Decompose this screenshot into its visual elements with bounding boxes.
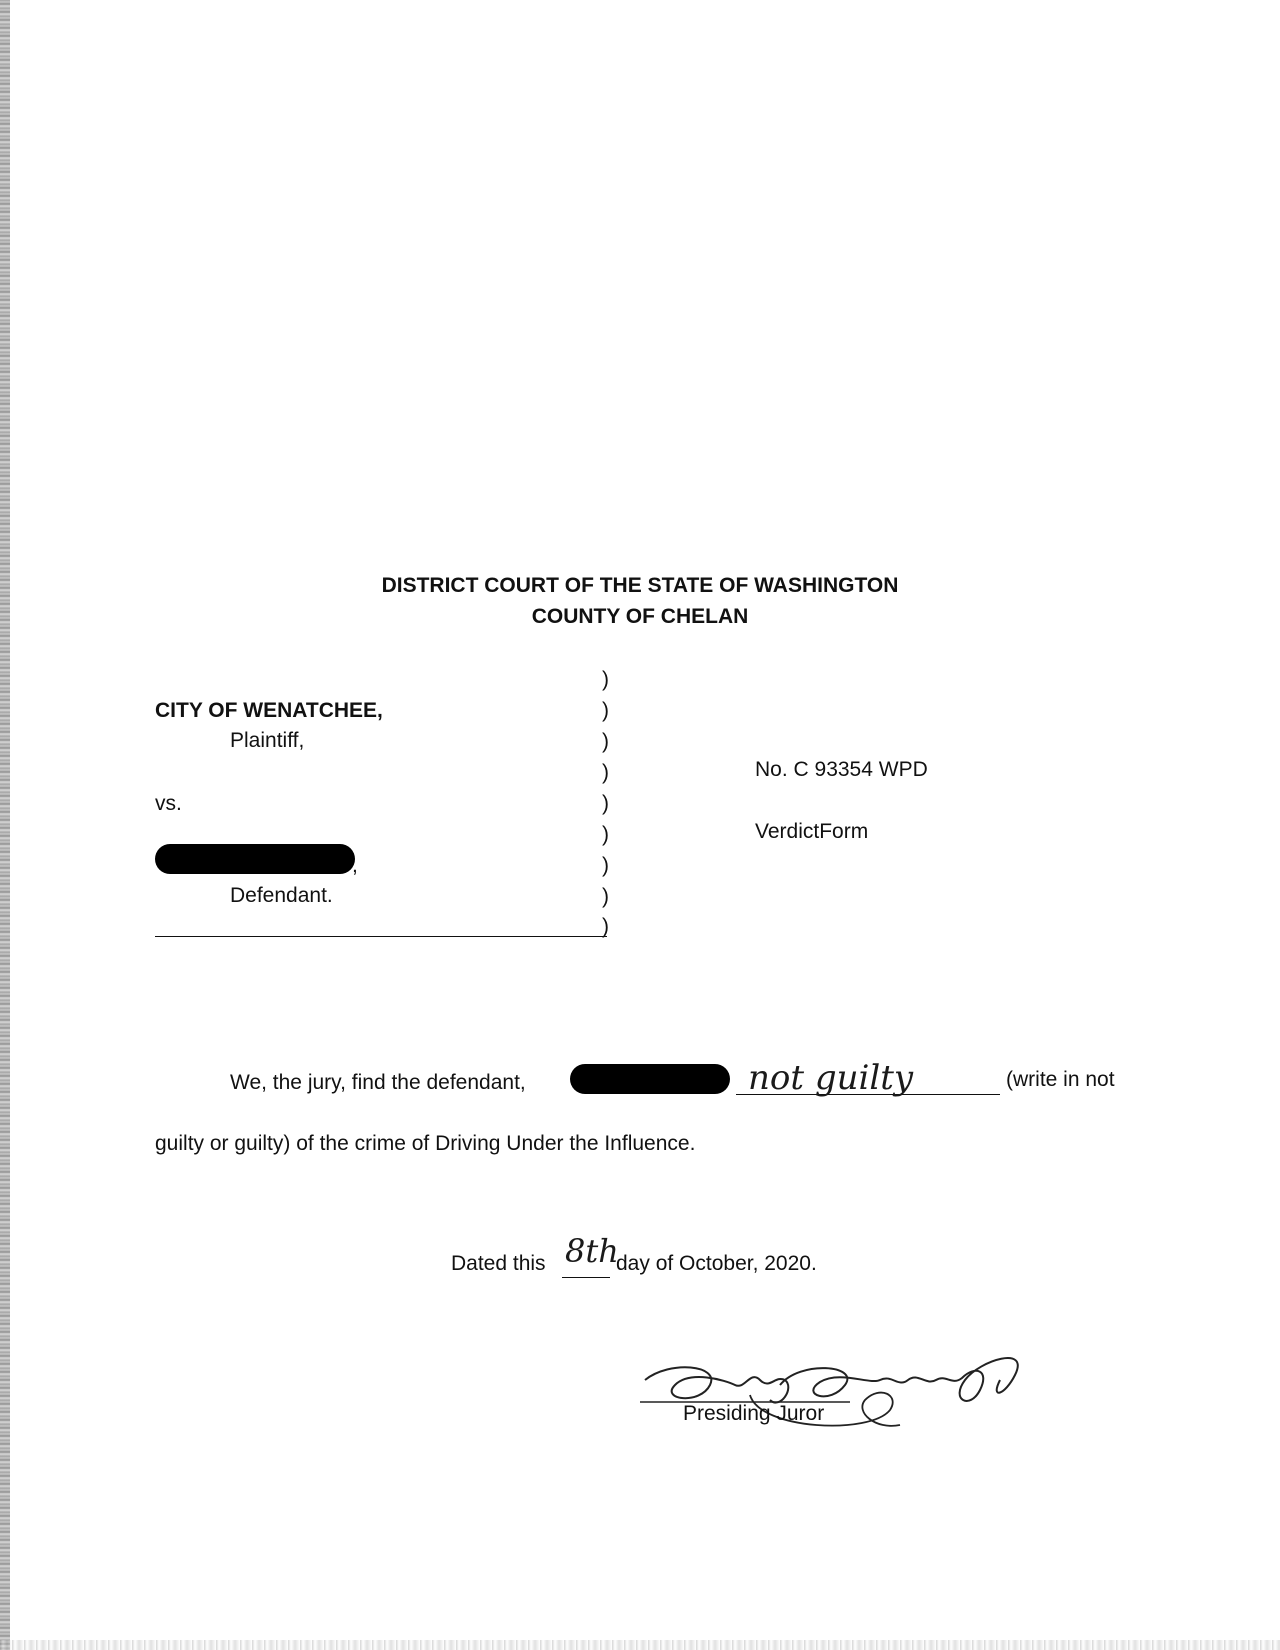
caption-paren: ) (602, 668, 609, 691)
dated-prefix: Dated this (451, 1252, 546, 1275)
court-heading-line1: DISTRICT COURT OF THE STATE OF WASHINGTON (381, 574, 899, 597)
caption-paren: ) (602, 885, 609, 908)
dated-suffix: day of October, 2020. (616, 1252, 817, 1275)
court-heading-line2: COUNTY OF CHELAN (531, 605, 749, 628)
verdict-suffix: (write in not (1006, 1068, 1115, 1091)
scan-left-edge (0, 0, 10, 1650)
handwritten-verdict: not guilty (748, 1058, 914, 1098)
caption-paren: ) (602, 761, 609, 784)
defendant-name-redaction (570, 1064, 730, 1094)
defendant-role: Defendant. (230, 884, 333, 907)
defendant-comma: , (352, 854, 358, 877)
case-number: No. C 93354 WPD (755, 758, 928, 781)
caption-paren: ) (602, 792, 609, 815)
verdict-line2: guilty or guilty) of the crime of Driving Under the Influence. (155, 1132, 696, 1155)
scan-bottom-edge (0, 1640, 1280, 1650)
defendant-name-redaction (155, 844, 355, 874)
caption-paren: ) (602, 823, 609, 846)
plaintiff-role: Plaintiff, (230, 729, 305, 752)
caption-underline (155, 936, 607, 937)
caption-paren: ) (602, 730, 609, 753)
verdict-prefix: We, the jury, find the defendant, (230, 1071, 526, 1094)
caption-paren: ) (602, 854, 609, 877)
versus-label: vs. (155, 792, 182, 815)
presiding-juror-label: Presiding Juror (683, 1402, 825, 1425)
plaintiff-name: CITY OF WENATCHEE, (155, 699, 383, 722)
handwritten-day: 8th (565, 1232, 619, 1270)
day-fill-line (562, 1277, 610, 1278)
caption-paren: ) (602, 699, 609, 722)
caption-paren: ) (602, 915, 609, 938)
form-title: VerdictForm (755, 820, 869, 843)
juror-signature (630, 1340, 1070, 1450)
